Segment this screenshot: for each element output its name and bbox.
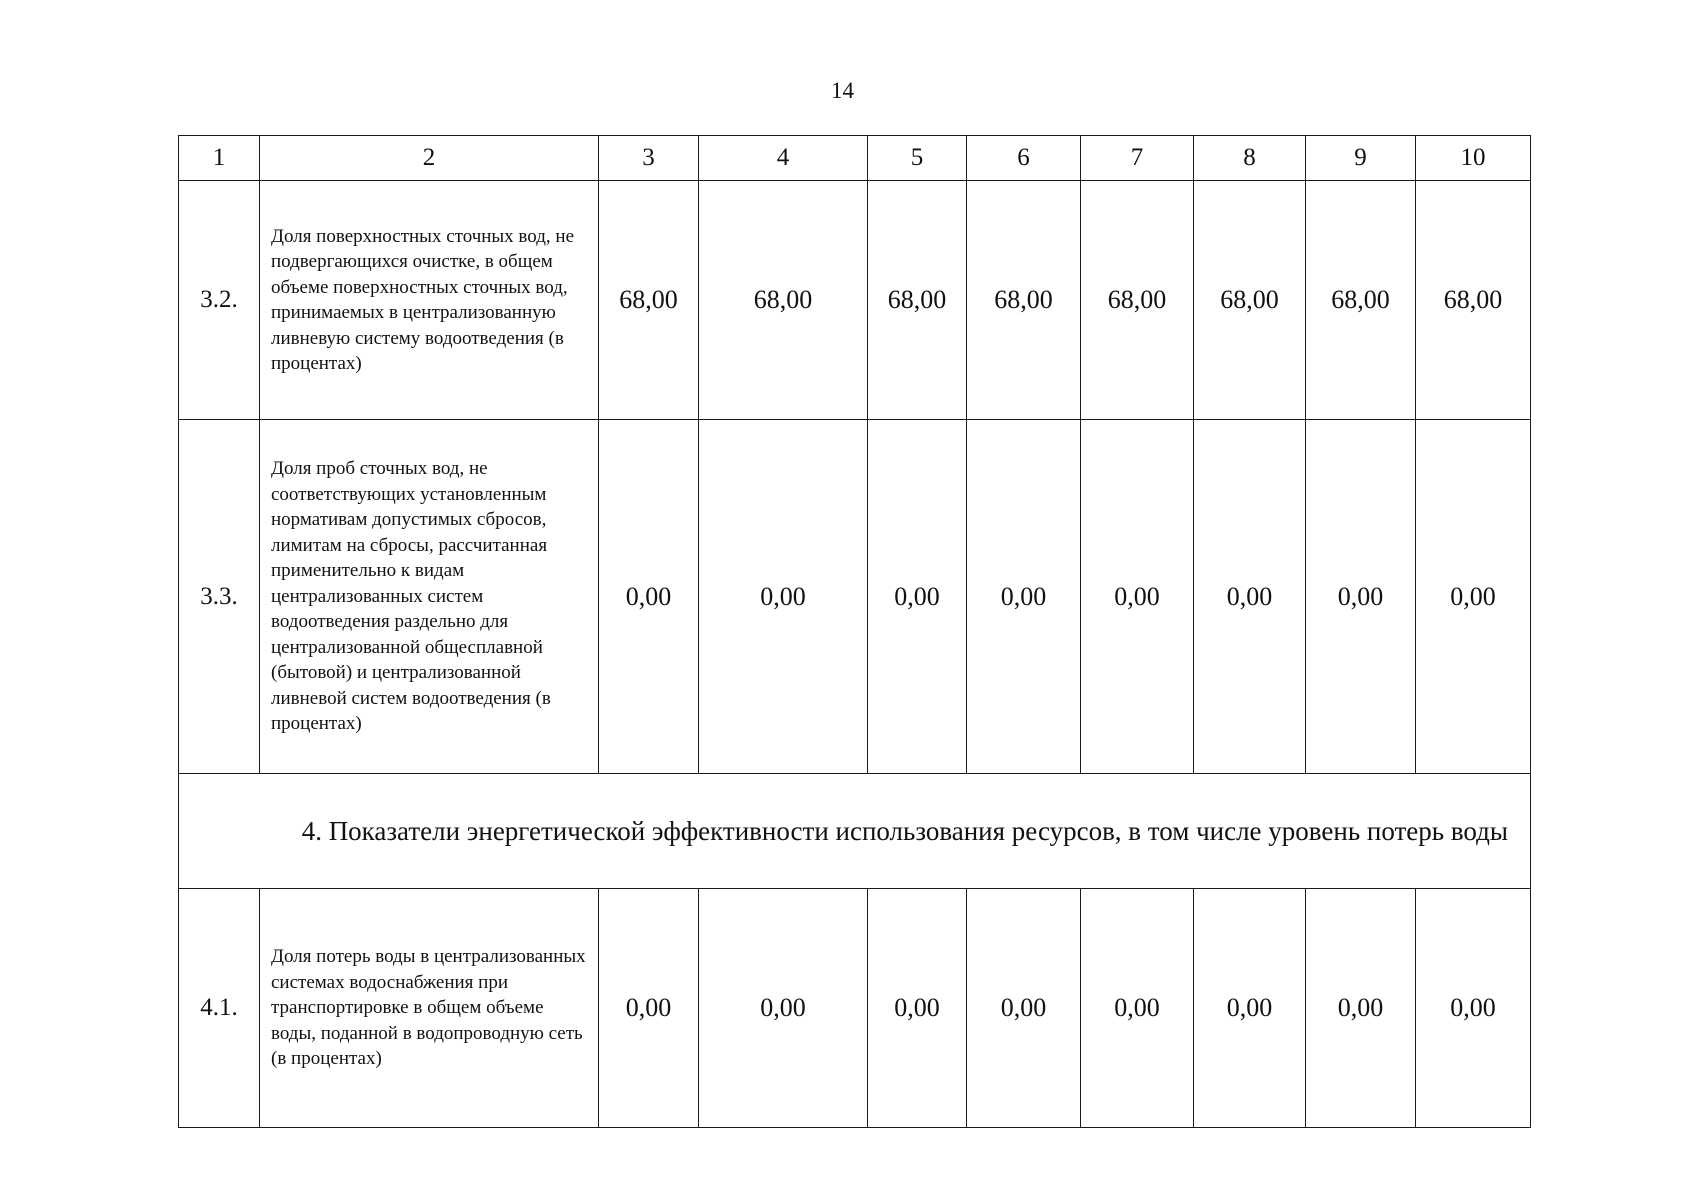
row-number: 3.2. [179, 181, 260, 420]
header-cell: 3 [599, 136, 699, 181]
value-cell: 0,00 [1306, 889, 1416, 1128]
column-number-header-row [179, 136, 1531, 181]
header-cell: 8 [1194, 136, 1306, 181]
indicators-table [178, 135, 1531, 1128]
value-cell: 68,00 [1194, 181, 1306, 420]
value-cell: 0,00 [868, 420, 967, 774]
header-cell: 9 [1306, 136, 1416, 181]
row-description: Доля потерь воды в централизованных системах водоснабжения при транспортировке в общем объеме воды, поданной в водопроводную сеть (в процентах) [260, 889, 599, 1128]
value-cell: 0,00 [599, 420, 699, 774]
row-number: 3.3. [179, 420, 260, 774]
value-cell: 0,00 [1416, 420, 1531, 774]
header-cell: 2 [260, 136, 599, 181]
header-cell: 7 [1081, 136, 1194, 181]
value-cell: 68,00 [1306, 181, 1416, 420]
value-cell: 68,00 [1416, 181, 1531, 420]
value-cell: 0,00 [967, 889, 1081, 1128]
value-cell: 0,00 [699, 420, 868, 774]
value-cell: 0,00 [967, 420, 1081, 774]
value-cell: 0,00 [1194, 420, 1306, 774]
table-row [179, 420, 1531, 774]
value-cell: 0,00 [1081, 420, 1194, 774]
header-cell: 10 [1416, 136, 1531, 181]
value-cell: 0,00 [1416, 889, 1531, 1128]
table-row [179, 889, 1531, 1128]
value-cell: 68,00 [868, 181, 967, 420]
value-cell: 68,00 [1081, 181, 1194, 420]
value-cell: 0,00 [699, 889, 868, 1128]
section-header-row [179, 774, 1531, 889]
value-cell: 68,00 [699, 181, 868, 420]
value-cell: 68,00 [967, 181, 1081, 420]
row-description: Доля проб сточных вод, не соответствующих установленным нормативам допустимых сбросов, лимитам на сбросы, рассчитанная применительно к видам централизованных систем водоотведения раздельно для централизованной общесплавной (бытовой) и централизованной ливневой систем водоотведения (в процентах) [260, 420, 599, 774]
page-number: 14 [831, 78, 854, 103]
value-cell: 0,00 [599, 889, 699, 1128]
header-cell: 5 [868, 136, 967, 181]
table-row [179, 181, 1531, 420]
value-cell: 0,00 [1194, 889, 1306, 1128]
value-cell: 0,00 [1081, 889, 1194, 1128]
row-number: 4.1. [179, 889, 260, 1128]
row-description: Доля поверхностных сточных вод, не подвергающихся очистке, в общем объеме поверхностных сточных вод, принимаемых в централизованную ливневую систему водоотведения (в процентах) [260, 181, 599, 420]
section-title: 4. Показатели энергетической эффективности использования ресурсов, в том числе уровень потерь воды [179, 774, 1531, 889]
header-cell: 1 [179, 136, 260, 181]
value-cell: 68,00 [599, 181, 699, 420]
value-cell: 0,00 [1306, 420, 1416, 774]
value-cell: 0,00 [868, 889, 967, 1128]
header-cell: 4 [699, 136, 868, 181]
header-cell: 6 [967, 136, 1081, 181]
